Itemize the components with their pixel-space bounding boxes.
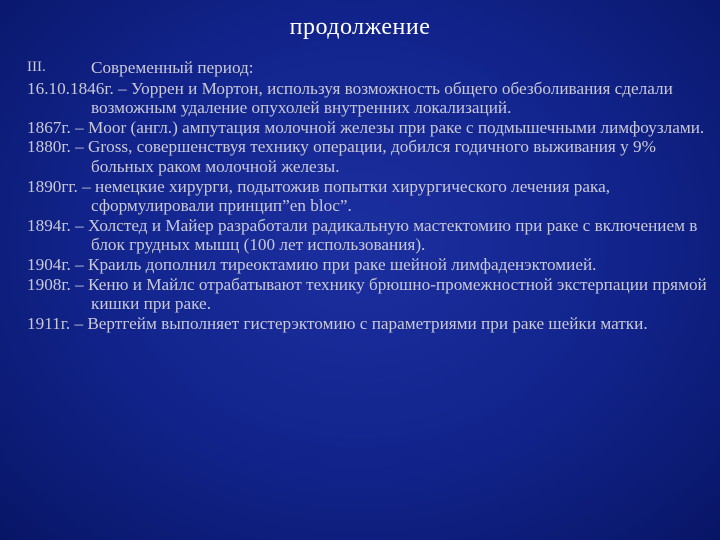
entry-text: – Moor (англ.) ампутация молочной железы при раке с подмышечными лимфоузлами. xyxy=(70,117,705,137)
history-entry xyxy=(27,79,707,118)
history-entry xyxy=(27,314,707,334)
entry-text: – немецкие хирурги, подытожив попытки хирургического лечения рака, сформулировали принцип”en bloc”. xyxy=(77,176,611,216)
slide-body xyxy=(27,58,707,333)
slide-title: продолжение xyxy=(289,14,431,40)
entry-text: – Краиль дополнил тиреоктамию при раке шейной лимфаденэктомией. xyxy=(70,254,597,274)
entry-date: 1867г. xyxy=(27,117,71,137)
entry-date: 1880г. xyxy=(27,137,71,157)
history-entry xyxy=(27,118,707,138)
entry-date: 1911г. xyxy=(27,313,71,333)
history-entry xyxy=(27,255,707,275)
section-title: Современный период: xyxy=(91,58,254,77)
entry-date: 16.10.1846г. xyxy=(27,78,114,98)
section-heading xyxy=(27,58,707,78)
entry-date: 1908г. xyxy=(27,274,71,294)
history-entry xyxy=(27,275,707,314)
history-entry xyxy=(27,216,707,255)
section-number: III. xyxy=(27,59,46,75)
entry-text: – Уоррен и Мортон, используя возможность общего обезболивания сделали возможным удаление опухолей внутренних локализаций. xyxy=(91,78,673,118)
history-entry xyxy=(27,137,707,176)
entry-date: 1904г. xyxy=(27,254,71,274)
entry-text: – Вертгейм выполняет гистерэктомию с параметриями при раке шейки матки. xyxy=(70,313,648,333)
entry-text: – Холстед и Майер разработали радикальную мастектомию при раке с включением в блок грудных мышц (100 лет использования). xyxy=(70,215,698,255)
entry-text: – Gross, совершенствуя технику операции, добился годичного выживания у 9% больных раком молочной железы. xyxy=(70,137,656,176)
entry-date: 1890гг. xyxy=(27,176,78,196)
history-entry xyxy=(27,177,707,216)
entry-date: 1894г. xyxy=(27,215,71,235)
entry-text: – Кеню и Майлс отрабатывают технику брюшно-промежностной экстерпации прямой кишки при раке. xyxy=(70,274,707,314)
